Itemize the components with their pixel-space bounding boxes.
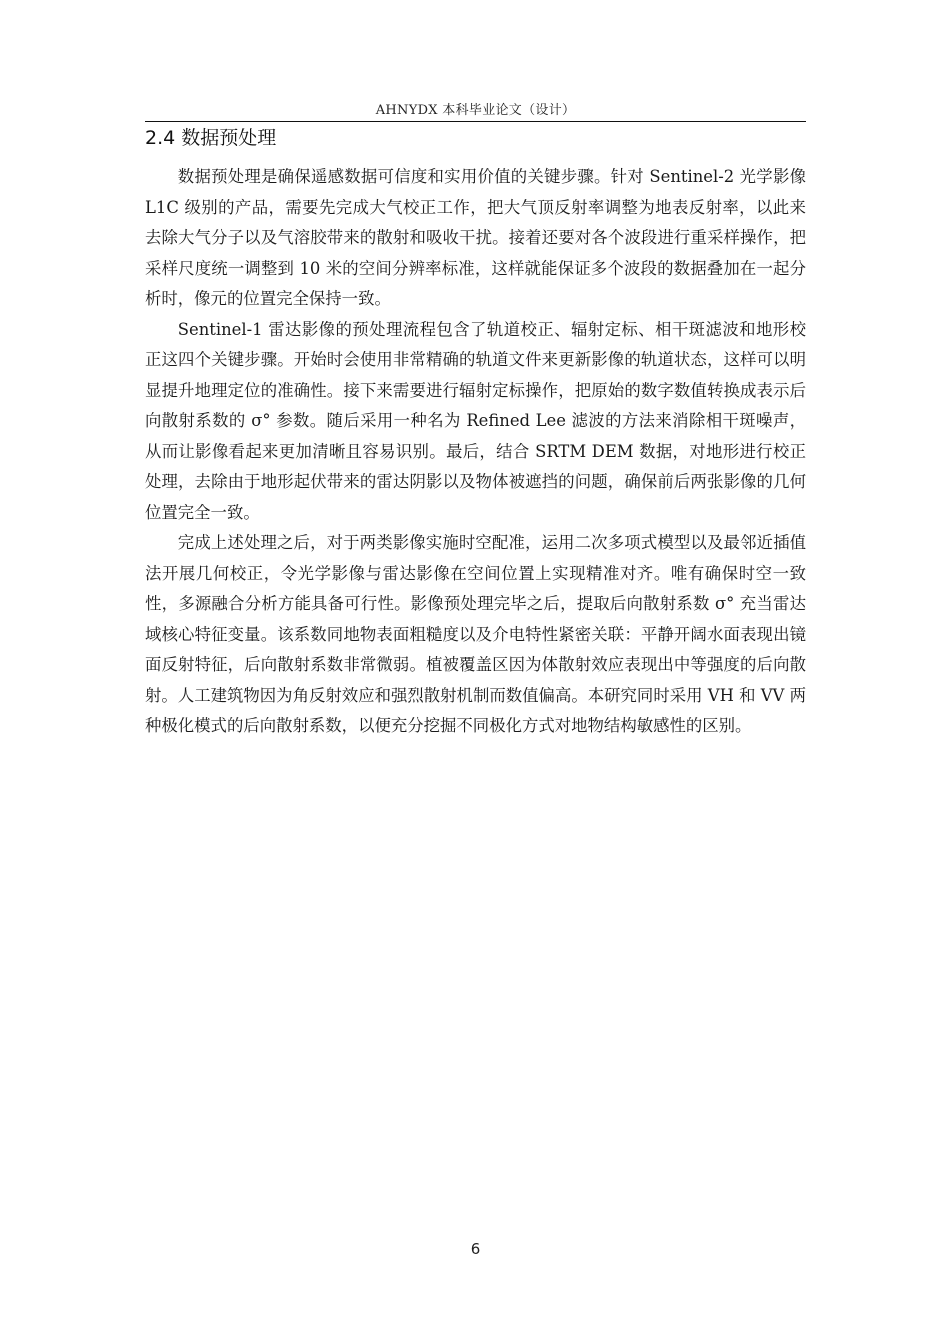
- paragraph-registration-backscatter: 完成上述处理之后，对于两类影像实施时空配准，运用二次多项式模型以及最邻近插值法开展几何校正，令光学影像与雷达影像在空间位置上实现精准对齐。唯有确保时空一致性，多源融合分析方能具备可行性。影像预处理完毕之后，提取后向散射系数 σ° 充当雷达域核心特征变量。该系数同地物表面粗糙度以及介电特性紧密关联：平静开阔水面表现出镜面反射特征，后向散射系数非常微弱。植被覆盖区因为体散射效应表现出中等强度的后向散射。人工建筑物因为角反射效应和强烈散射机制而数值偏高。本研究同时采用 VH 和 VV 两种极化模式的后向散射系数，以便充分挖掘不同极化方式对地物结构敏感性的区别。: [145, 533, 806, 735]
- body-text: [145, 162, 806, 742]
- running-header: AHNYDX 本科毕业论文（设计）: [375, 103, 576, 118]
- paragraph-radar-preprocessing: Sentinel-1 雷达影像的预处理流程包含了轨道校正、辐射定标、相干斑滤波和地形校正这四个关键步骤。开始时会使用非常精确的轨道文件来更新影像的轨道状态，这样可以明显提升地理定位的准确性。接下来需要进行辐射定标操作，把原始的数字数值转换成表示后向散射系数的 σ° 参数。随后采用一种名为 Refined Lee 滤波的方法来消除相干斑噪声，从而让影像看起来更加清晰且容易识别。最后，结合 SRTM DEM 数据，对地形进行校正处理，去除由于地形起伏带来的雷达阴影以及物体被遮挡的问题，确保前后两张影像的几何位置完全一致。: [145, 319, 806, 522]
- section-heading: 2.4 数据预处理: [145, 127, 277, 149]
- paragraph-optical-preprocessing: 数据预处理是确保遥感数据可信度和实用价值的关键步骤。针对 Sentinel-2 光学影像 L1C 级别的产品，需要先完成大气校正工作，把大气顶反射率调整为地表反射率，以此来去除大气分子以及气溶胶带来的散射和吸收干扰。接着还要对各个波段进行重采样操作，把采样尺度统一调整到 10 米的空间分辨率标准，这样就能保证多个波段的数据叠加在一起分析时，像元的位置完全保持一致。: [145, 167, 806, 308]
- header-rule: [145, 121, 806, 122]
- page-number: 6: [470, 1240, 481, 1258]
